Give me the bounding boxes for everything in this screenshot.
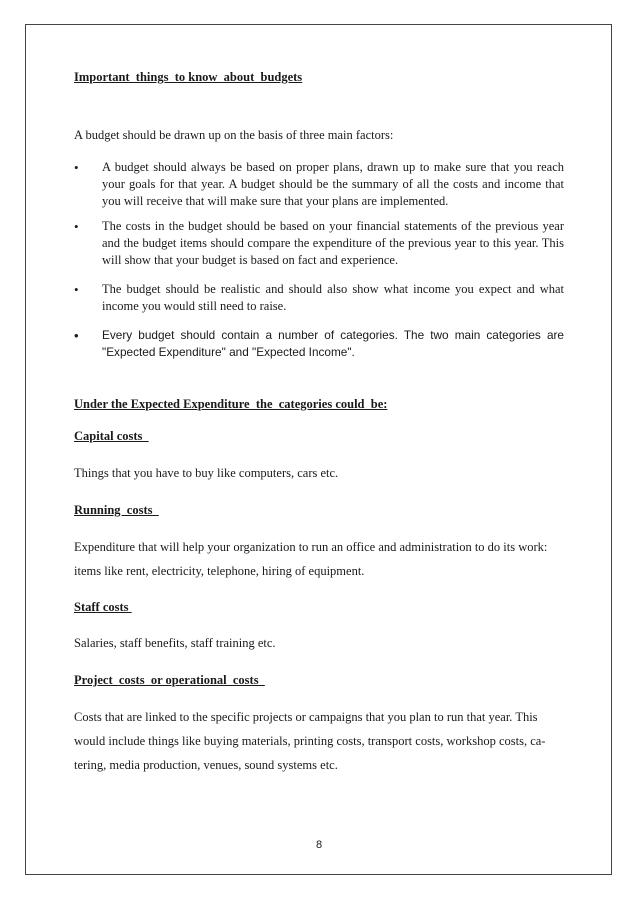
bullet-list bbox=[74, 159, 564, 210]
capital-costs-text: Things that you have to buy like computers, cars etc. bbox=[74, 466, 339, 480]
bullet-text: The costs in the budget should be based on your financial statements of the previous year and the budget items should compare the expenditure of the previous year to this year. This will show that your budget is based on fact and experience. bbox=[102, 219, 564, 267]
project-costs-line-3: tering, media production, venues, sound systems etc. bbox=[74, 758, 338, 772]
main-heading: Important things to know about budgets bbox=[74, 70, 303, 84]
running-costs-heading: Running costs bbox=[74, 503, 159, 517]
intro-paragraph: A budget should be drawn up on the basis of three main factors: bbox=[74, 128, 394, 142]
bullet-list bbox=[74, 327, 564, 361]
bullet-item-1 bbox=[74, 159, 564, 210]
expenditure-heading: Under the Expected Expenditure the categories could be: bbox=[74, 397, 388, 411]
bullet-list bbox=[74, 281, 564, 315]
project-costs-line-1: Costs that are linked to the specific projects or campaigns that you plan to run that year. This bbox=[74, 710, 538, 724]
bullet-text: Every budget should contain a number of categories. The two main categories are "Expected Expenditure" and "Expected Income". bbox=[102, 328, 564, 359]
running-costs-line-2: items like rent, electricity, telephone, hiring of equipment. bbox=[74, 564, 365, 578]
staff-costs-text: Salaries, staff benefits, staff training etc. bbox=[74, 636, 276, 650]
staff-costs-heading: Staff costs bbox=[74, 600, 132, 614]
bullet-list bbox=[74, 218, 564, 269]
bullet-icon: • bbox=[74, 282, 79, 297]
bullet-item-2 bbox=[74, 218, 564, 269]
bullet-icon: • bbox=[74, 328, 79, 343]
page-number: 8 bbox=[315, 839, 323, 851]
bullet-item-4 bbox=[74, 327, 564, 361]
capital-costs-heading: Capital costs bbox=[74, 429, 149, 443]
bullet-text: A budget should always be based on proper plans, drawn up to make sure that you reach your goals for that year. A budget should be the summary of all the costs and income that you will receive that will make sure that your plans are implemented. bbox=[102, 160, 564, 208]
running-costs-line-1: Expenditure that will help your organization to run an office and administration to do its work: bbox=[74, 540, 548, 554]
project-costs-line-2: would include things like buying materials, printing costs, transport costs, workshop costs, ca- bbox=[74, 734, 546, 748]
project-costs-heading: Project costs or operational costs bbox=[74, 673, 265, 687]
bullet-icon: • bbox=[74, 219, 79, 234]
bullet-item-3 bbox=[74, 281, 564, 315]
bullet-icon: • bbox=[74, 160, 79, 175]
bullet-text: The budget should be realistic and should also show what income you expect and what income you would still need to raise. bbox=[102, 282, 564, 313]
